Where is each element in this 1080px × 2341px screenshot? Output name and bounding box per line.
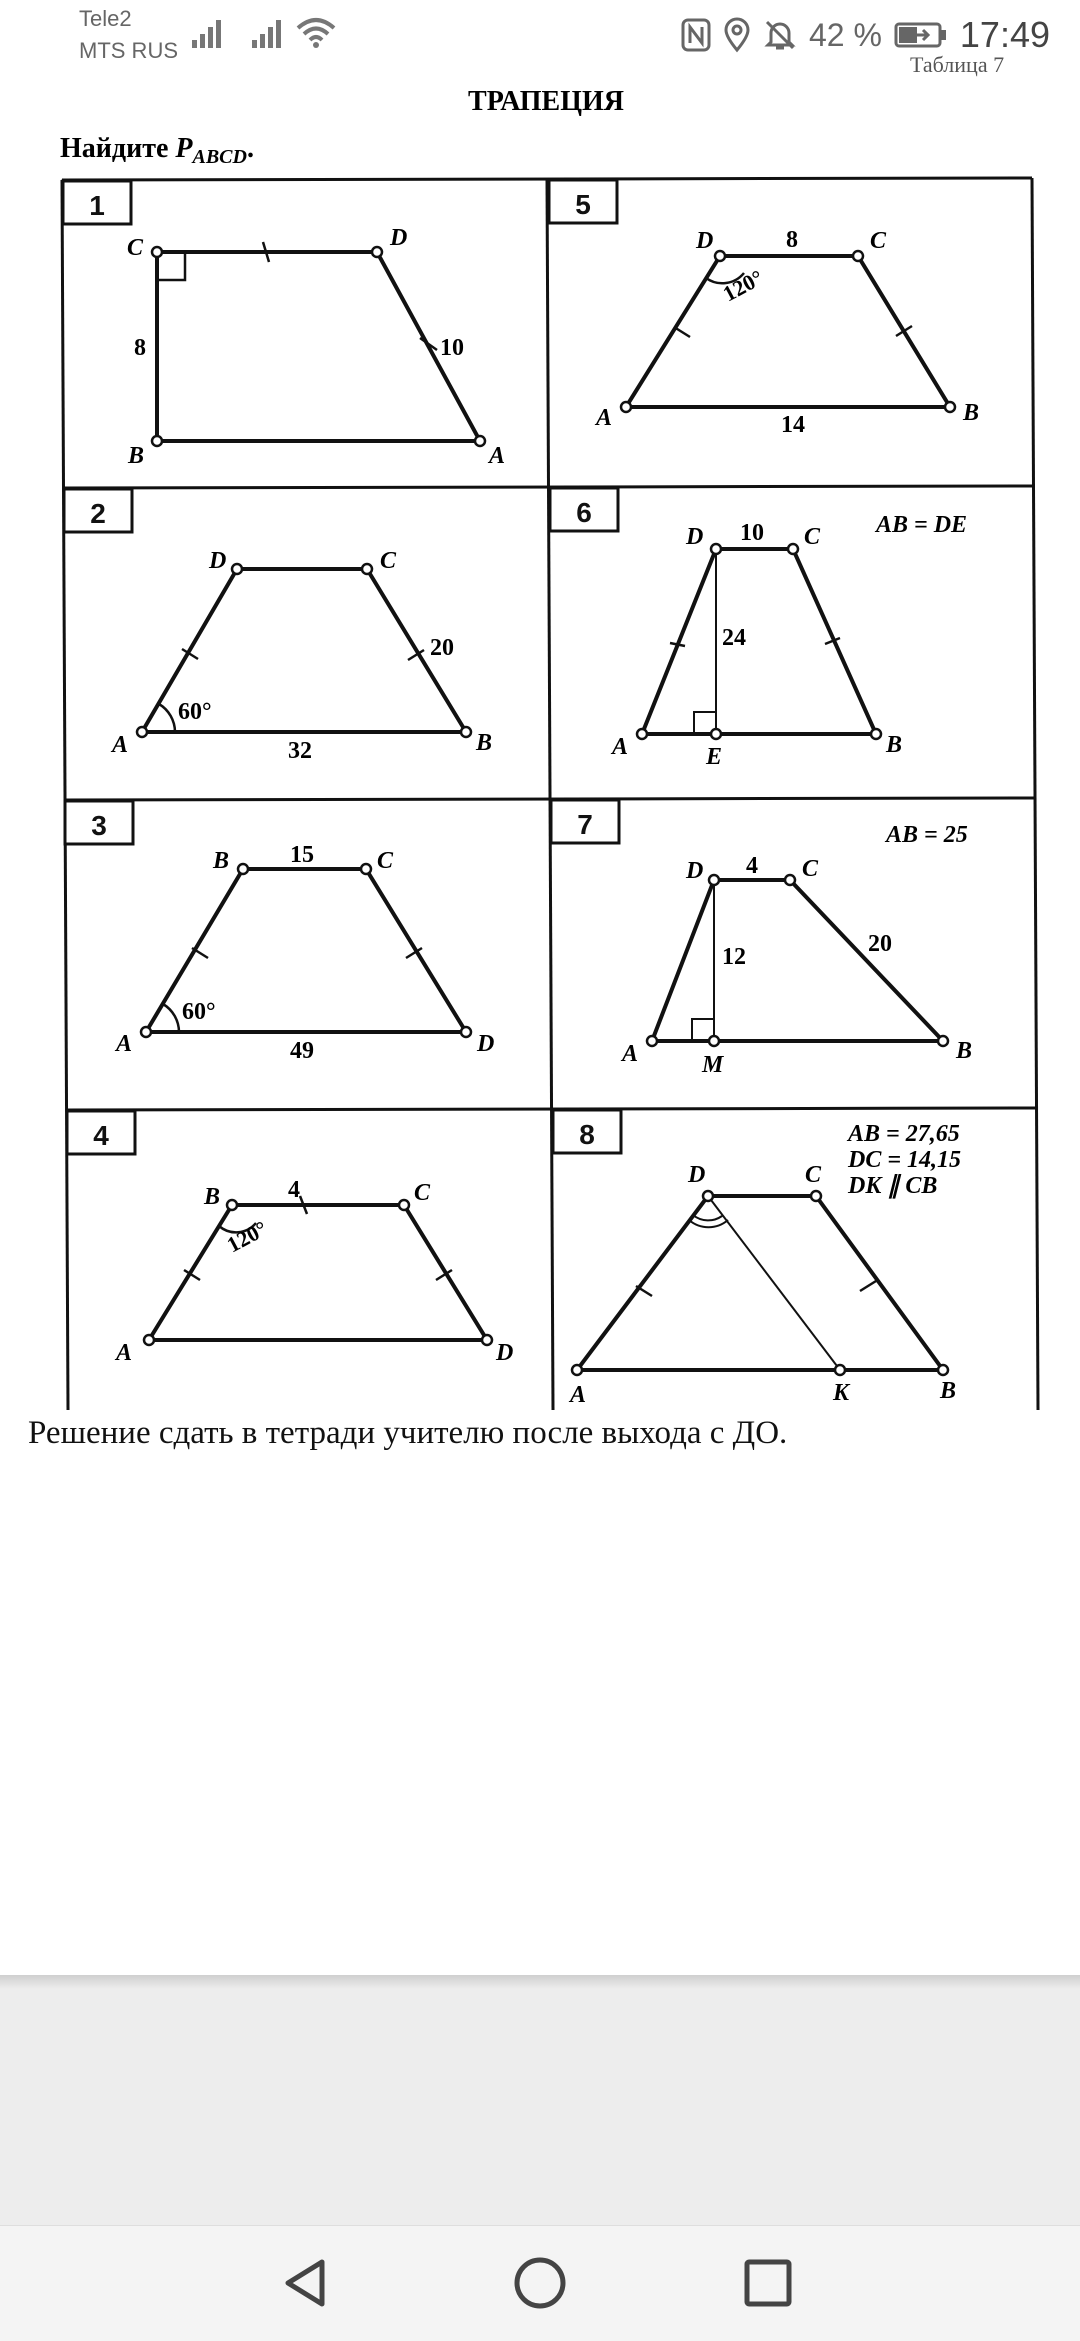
vertex-label: E bbox=[706, 744, 723, 770]
side-length: 32 bbox=[288, 738, 312, 764]
home-icon[interactable] bbox=[505, 2248, 575, 2318]
battery-icon bbox=[894, 20, 948, 50]
vertex-label: D bbox=[477, 1031, 495, 1057]
location-icon bbox=[723, 18, 751, 52]
side-length: 4 bbox=[746, 853, 758, 879]
side-length: 12 bbox=[722, 944, 746, 970]
problem-number-2: 2 bbox=[90, 498, 106, 529]
vertex-label: A bbox=[116, 1340, 133, 1366]
vertex-label: A bbox=[489, 443, 506, 469]
vertex-label: C bbox=[377, 848, 394, 874]
vertex-label: D bbox=[209, 548, 227, 574]
document-page[interactable] bbox=[0, 52, 1080, 1975]
figure-problem-6 bbox=[610, 512, 967, 770]
side-length: 24 bbox=[722, 625, 746, 651]
figure-problem-5 bbox=[594, 227, 979, 438]
clock: 17:49 bbox=[959, 14, 1050, 55]
condition-text: DC = 14,15 bbox=[848, 1147, 962, 1173]
task-prefix: Найдите bbox=[60, 133, 176, 164]
vertex-label: M bbox=[702, 1052, 724, 1078]
vertex-label: D bbox=[686, 858, 704, 884]
battery-percent: 42 % bbox=[808, 16, 882, 53]
condition-text: AB = 27,65 bbox=[848, 1121, 960, 1147]
vertex-label: C bbox=[804, 524, 821, 550]
side-length: 8 bbox=[134, 335, 146, 361]
condition-text: AB = DE bbox=[876, 512, 968, 538]
vertex-label: A bbox=[622, 1041, 639, 1067]
problem-number-5: 5 bbox=[575, 189, 591, 220]
task-var: P bbox=[175, 133, 193, 164]
number-boxes bbox=[63, 180, 621, 1154]
vertex-label: A bbox=[116, 1031, 133, 1057]
back-icon[interactable] bbox=[272, 2248, 342, 2318]
side-length: 14 bbox=[781, 412, 805, 438]
vertex-label: D bbox=[688, 1162, 706, 1188]
vertex-label: B bbox=[128, 443, 145, 469]
side-length: 20 bbox=[868, 931, 892, 957]
figure-problem-3 bbox=[114, 842, 494, 1064]
angle-label: 60° bbox=[182, 999, 216, 1025]
instruction-caption: Решение сдать в тетради учителю после выхода с ДО. bbox=[28, 1415, 788, 1451]
figure-problem-7 bbox=[620, 822, 972, 1078]
vertex-label: C bbox=[870, 228, 887, 254]
vertex-label: D bbox=[696, 228, 714, 254]
vertex-label: B bbox=[963, 400, 980, 426]
cut-table-label: Таблица 7 bbox=[910, 52, 1005, 77]
vertex-label: C bbox=[802, 856, 819, 882]
vertex-label: B bbox=[886, 732, 903, 758]
vertex-label: A bbox=[612, 734, 629, 760]
mute-icon bbox=[763, 18, 797, 52]
nfc-icon bbox=[681, 18, 711, 52]
figure-problem-2 bbox=[110, 548, 492, 764]
page-shadow bbox=[0, 1975, 1080, 1989]
problem-number-1: 1 bbox=[89, 190, 105, 221]
vertex-label: D bbox=[390, 225, 408, 251]
side-length: 20 bbox=[430, 635, 454, 661]
recent-apps-icon[interactable] bbox=[733, 2248, 803, 2318]
problem-number-3: 3 bbox=[91, 810, 107, 841]
task-suffix: . bbox=[246, 133, 254, 164]
vertex-label: D bbox=[686, 524, 704, 550]
vertex-label: C bbox=[414, 1180, 431, 1206]
page-title: ТРАПЕЦИЯ bbox=[468, 86, 624, 117]
condition-text: DK ∥ CB bbox=[848, 1173, 938, 1199]
problem-number-7: 7 bbox=[577, 809, 593, 840]
angle-label: 120° bbox=[222, 1215, 272, 1258]
viewer-background bbox=[0, 1989, 1080, 2225]
vertex-label: D bbox=[496, 1340, 514, 1366]
problems-table bbox=[62, 178, 1038, 1410]
signal-icon bbox=[250, 14, 290, 50]
vertex-label: K bbox=[833, 1380, 850, 1406]
angle-label: 120° bbox=[718, 264, 768, 307]
carrier-name-2: MTS RUS bbox=[79, 38, 178, 63]
condition-text: AB = 25 bbox=[886, 822, 968, 848]
side-length: 15 bbox=[290, 842, 314, 868]
figure-problem-4 bbox=[114, 1177, 513, 1366]
navigation-bar bbox=[0, 2225, 1080, 2341]
carrier-name-1: Tele2 bbox=[79, 6, 132, 31]
vertex-label: C bbox=[127, 235, 144, 261]
figure-problem-1 bbox=[127, 225, 505, 469]
vertex-label: B bbox=[940, 1378, 957, 1404]
problem-number-8: 8 bbox=[579, 1119, 595, 1150]
side-length: 4 bbox=[288, 1177, 300, 1203]
vertex-label: A bbox=[596, 405, 613, 431]
vertex-label: B bbox=[213, 848, 230, 874]
vertex-label: A bbox=[570, 1382, 587, 1408]
vertex-label: C bbox=[805, 1162, 822, 1188]
vertex-label: C bbox=[380, 548, 397, 574]
task-text bbox=[60, 133, 254, 168]
side-length: 10 bbox=[440, 335, 464, 361]
problem-number-6: 6 bbox=[576, 497, 592, 528]
wifi-icon bbox=[294, 14, 338, 50]
vertex-label: B bbox=[956, 1038, 973, 1064]
side-length: 8 bbox=[786, 227, 798, 253]
task-sub: ABCD bbox=[192, 146, 247, 168]
side-length: 10 bbox=[740, 520, 764, 546]
vertex-label: B bbox=[476, 730, 493, 756]
figure-problem-8 bbox=[568, 1121, 961, 1408]
worksheet-image bbox=[0, 52, 1080, 1975]
problem-number-4: 4 bbox=[93, 1120, 109, 1151]
side-length: 49 bbox=[290, 1038, 314, 1064]
signal-icon bbox=[190, 14, 230, 50]
angle-label: 60° bbox=[178, 699, 212, 725]
vertex-label: A bbox=[112, 732, 129, 758]
vertex-label: B bbox=[204, 1184, 221, 1210]
